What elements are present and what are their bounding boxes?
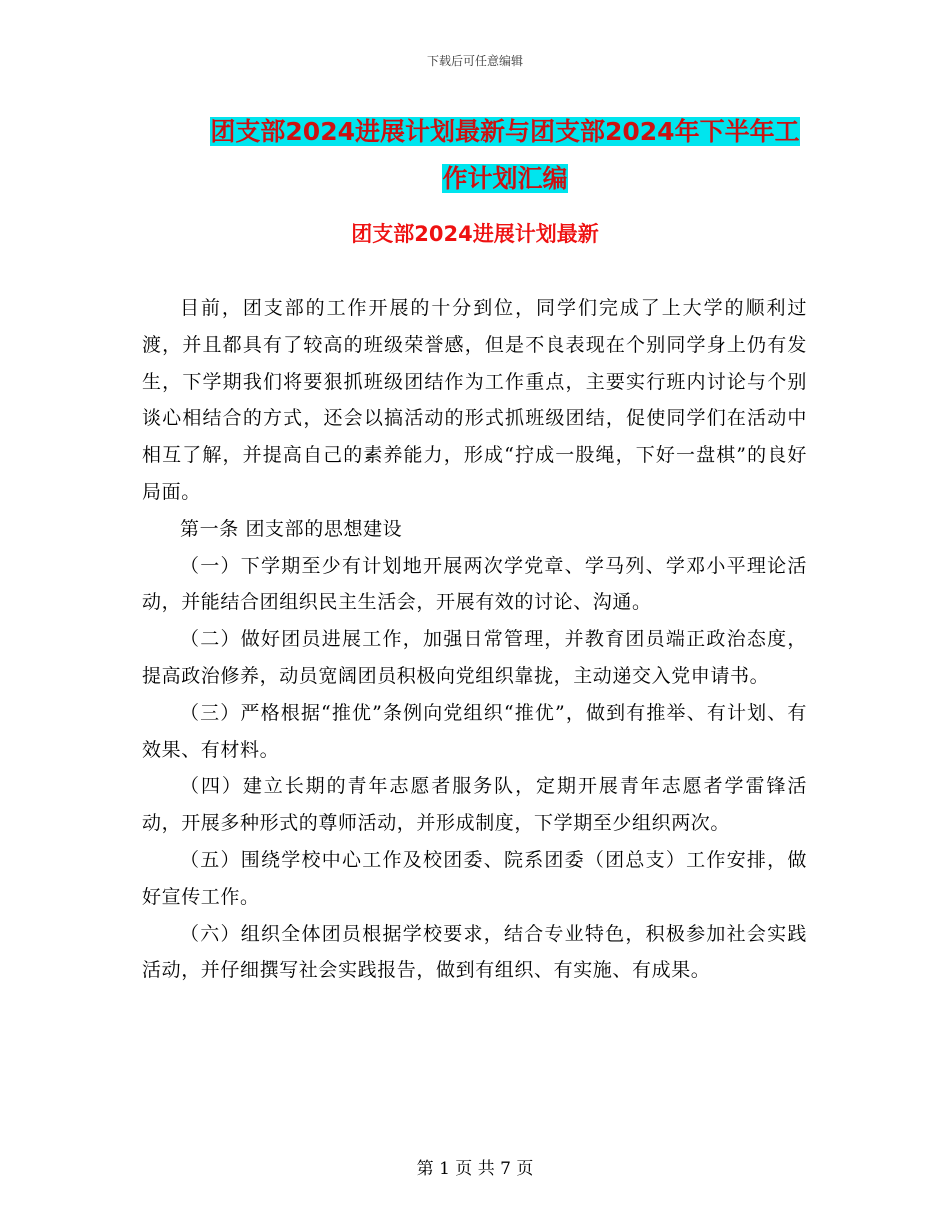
document-title: [130, 108, 880, 202]
section-title: 团支部2024进展计划最新: [351, 222, 599, 246]
paragraph-item-2: （二）做好团员进展工作，加强日常管理，并教育团员端正政治态度，提高政治修养，动员宽阔团员积极向党组织靠拢，主动递交入党申请书。: [142, 628, 807, 687]
document-title-line-1: 团支部2024进展计划最新与团支部2024年下半年工: [210, 117, 800, 146]
document-title-line-2: 作计划汇编: [442, 164, 568, 193]
paragraph-article-heading: 第一条 团支部的思想建设: [180, 517, 403, 540]
paragraph-intro: 目前，团支部的工作开展的十分到位，同学们完成了上大学的顺利过渡，并且都具有了较高的班级荣誉感，但是不良表现在个别同学身上仍有发生，下学期我们将要狠抓班级团结作为工作重点，主要实行班内讨论与个别谈心相结合的方式，还会以搞活动的形式抓班级团结，促使同学们在活动中相互了解，并提高自己的素养能力，形成“拧成一股绳，下好一盘棋”的良好局面。: [142, 297, 807, 503]
paragraph-item-3: （三）严格根据“推优”条例向党组织“推优”，做到有推举、有计划、有效果、有材料。: [142, 701, 807, 761]
paragraph-item-5: （五）围绕学校中心工作及校团委、院系团委（团总支）工作安排，做好宣传工作。: [142, 848, 807, 908]
document-body: [142, 290, 807, 989]
paragraph-item-1: （一）下学期至少有计划地开展两次学党章、学马列、学邓小平理论活动，并能结合团组织民主生活会，开展有效的讨论、沟通。: [142, 554, 807, 614]
page-header-note: 下载后可任意编辑: [426, 54, 523, 68]
paragraph-item-6: （六）组织全体团员根据学校要求，结合专业特色，积极参加社会实践活动，并仔细撰写社会实践报告，做到有组织、有实施、有成果。: [142, 922, 807, 982]
paragraph-item-4: （四）建立长期的青年志愿者服务队，定期开展青年志愿者学雷锋活动，开展多种形式的尊师活动，并形成制度，下学期至少组织两次。: [142, 775, 807, 835]
page-footer: 第 1 页 共 7 页: [416, 1159, 534, 1179]
